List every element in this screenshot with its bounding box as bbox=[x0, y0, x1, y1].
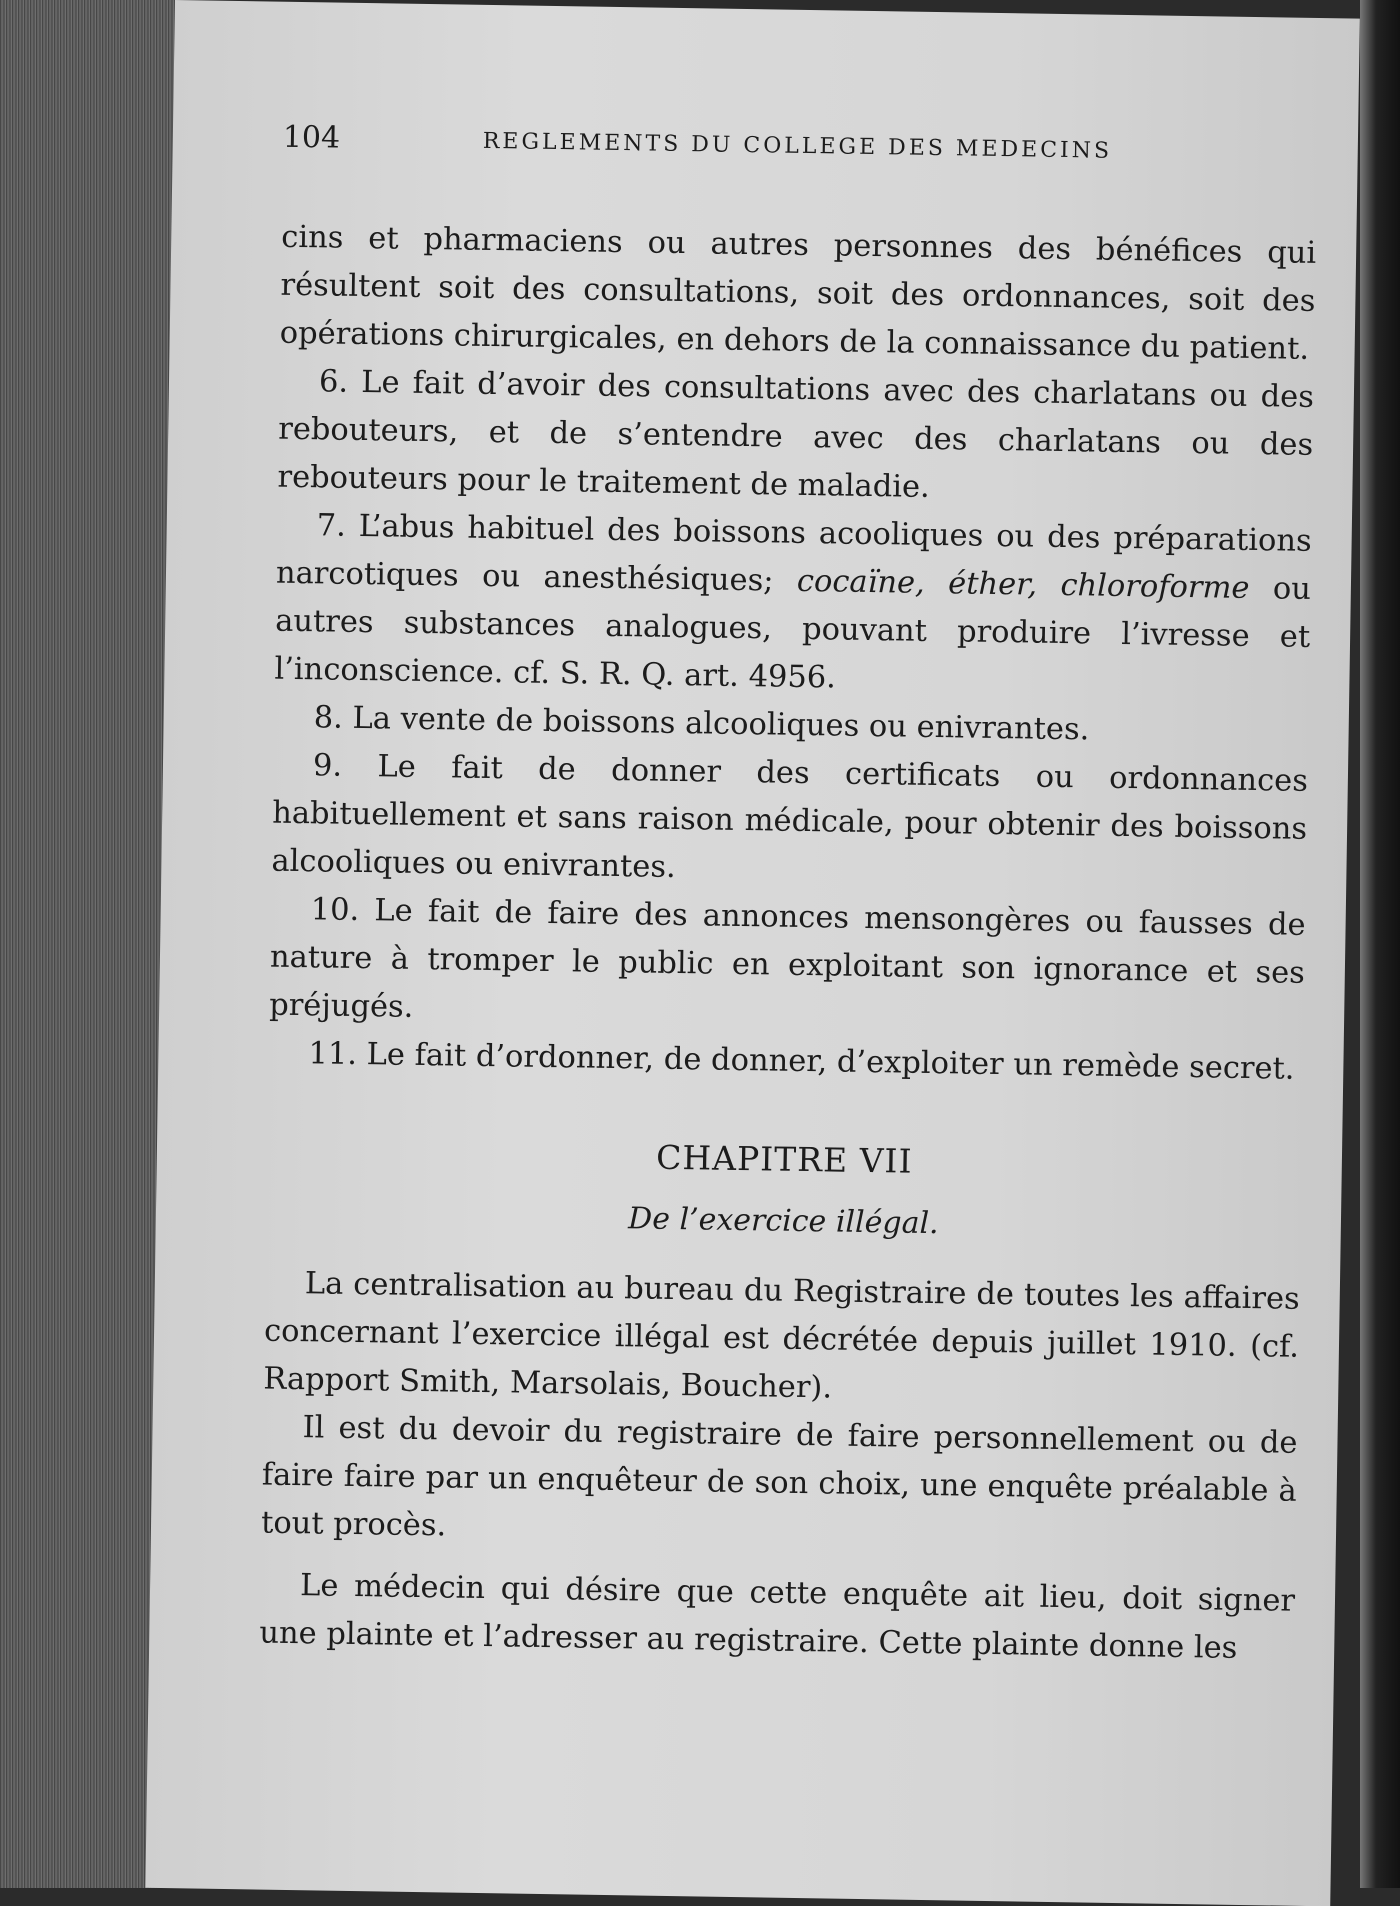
chapter-subtitle: De l’exercice illégal. bbox=[627, 1201, 939, 1242]
page-header bbox=[283, 120, 1234, 175]
page bbox=[145, 0, 1360, 1906]
list-item-9 bbox=[271, 742, 1308, 902]
item-text: Le fait d’ordonner, de donner, d’exploiter un remède secret. bbox=[366, 1037, 1295, 1087]
running-title: REGLEMENTS DU COLLEGE DES MEDECINS bbox=[482, 128, 1113, 164]
book-right-shadow bbox=[1360, 0, 1400, 1888]
page-number: 104 bbox=[282, 119, 341, 156]
chapter-title: CHAPITRE VII bbox=[655, 1137, 913, 1181]
item-text: La vente de boissons alcooliques ou enivrantes. bbox=[352, 700, 1090, 748]
item-number: 6. bbox=[318, 364, 349, 400]
book-page-edges bbox=[0, 0, 175, 1888]
list-item-6 bbox=[277, 358, 1314, 518]
paragraph: La centralisation au bureau du Registraire de toutes les affaires concernant l’exercice illégal est décrétée depuis juillet 1910. (cf. Rapport Smith, Marsolais, Boucher). bbox=[263, 1266, 1301, 1406]
item-number: 9. bbox=[312, 748, 343, 784]
item-text: L’abus habituel des boissons acooliques ou des préparations narcotiques ou anesthésiques; bbox=[275, 508, 1312, 599]
item-text: ou autres substances analogues, pouvant produire l’ivresse et l’inconscience. cf. S. R. Q. art. 4956. bbox=[274, 571, 1312, 696]
continuation-paragraph: cins et pharmaciens ou autres personnes des bénéfices qui résultent soit des consultations, soit des ordonnances, soit des opérations chirurgicales, en dehors de la connaissance du patient. bbox=[279, 219, 1317, 367]
paragraph: Il est du devoir du registraire de faire personnellement ou de faire faire par un enquêteur de son choix, une enquête préalable à tout procès. bbox=[260, 1410, 1298, 1544]
item-text: Le fait d’avoir des consultations avec des charlatans ou des rebouteurs, et de s’entendre avec des charlatans ou des rebouteurs pour le traitement de maladie. bbox=[277, 364, 1315, 505]
item-number: 11. bbox=[308, 1036, 358, 1072]
paragraph: Le médecin qui désire que cette enquête ait lieu, doit signer une plainte et l’adresser au registraire. Cette plainte donne les bbox=[259, 1568, 1296, 1666]
list-item-10 bbox=[269, 886, 1306, 1046]
item-number: 7. bbox=[316, 508, 347, 544]
list-item-7 bbox=[274, 502, 1312, 710]
item-number: 10. bbox=[310, 892, 360, 929]
item-text: Le fait de donner des certificats ou ordonnances habituellement et sans raison médicale, pour obtenir des boissons alcooliques ou enivrantes. bbox=[271, 749, 1309, 885]
item-text: Le fait de faire des annonces mensongères ou fausses de nature à tromper le public en exploitant son ignorance et ses préjugés. bbox=[268, 893, 1306, 1025]
page-body bbox=[259, 214, 1317, 1674]
item-text-italic: cocaïne, éther, chloroforme bbox=[796, 563, 1250, 606]
item-number: 8. bbox=[313, 700, 344, 736]
